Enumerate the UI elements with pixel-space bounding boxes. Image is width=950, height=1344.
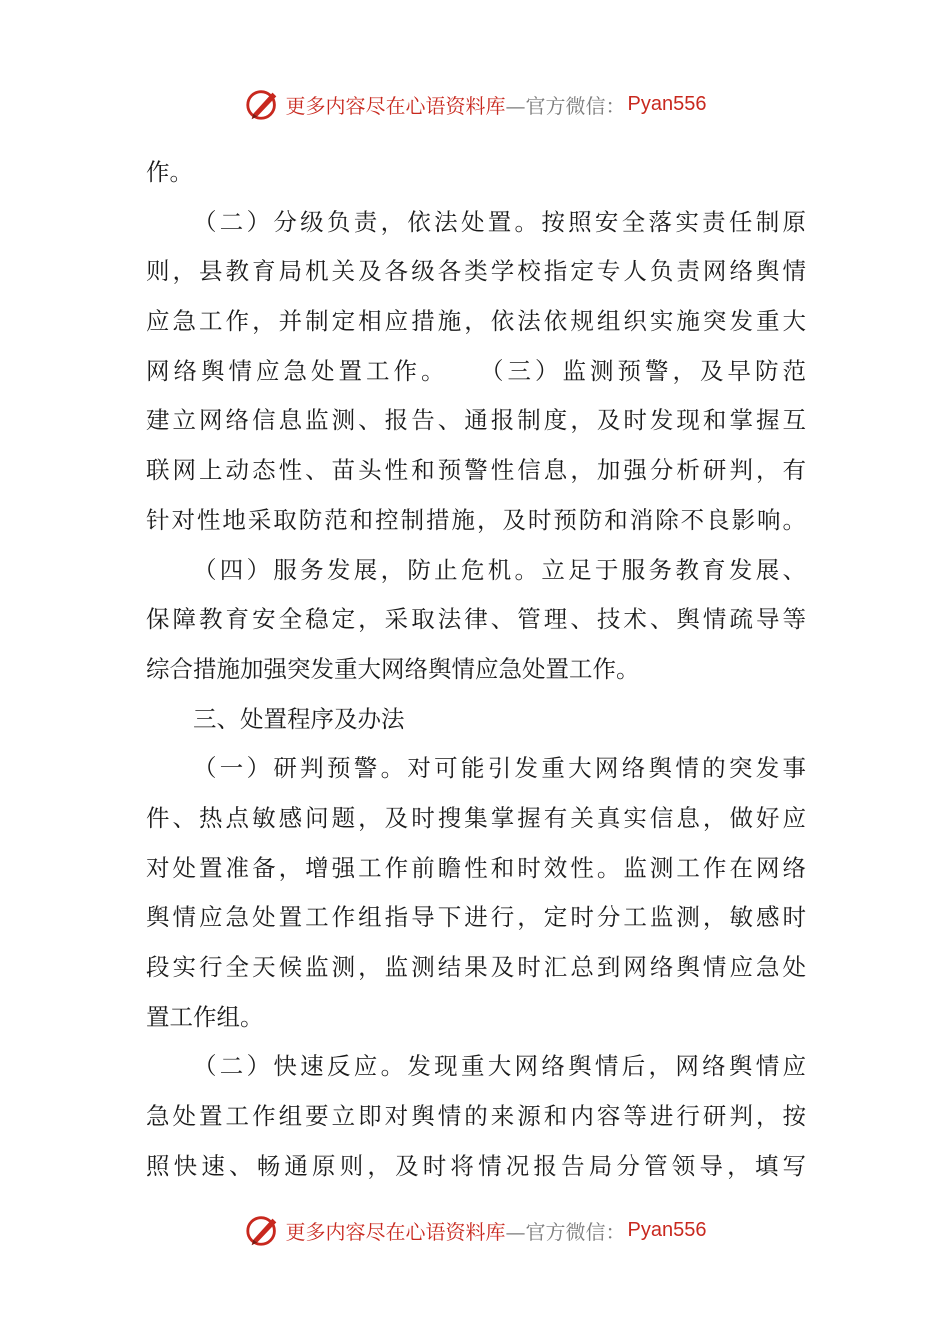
watermark-header [0, 84, 950, 124]
watermark-title: 更多内容尽在心语资料库 [285, 1219, 506, 1244]
text-line: 应急工作，并制定相应措施，依法依规组织实施突发重大 [146, 307, 806, 336]
text-line: 作。 [146, 158, 193, 186]
text-line: （一）研判预警。对可能引发重大网络舆情的突发事 [193, 754, 806, 783]
document-body [146, 148, 806, 1191]
text-line: 急处置工作组要立即对舆情的来源和内容等进行研判，按 [146, 1102, 806, 1131]
text-line: 综合措施加强突发重大网络舆情应急处置工作。 [146, 654, 640, 683]
text-line: 联网上动态性、苗头性和预警性信息，加强分析研判，有 [146, 456, 806, 485]
text-line: 三、处置程序及办法 [193, 704, 405, 733]
pen-logo-icon [244, 85, 282, 123]
watermark-wechat-id: Pyan556 [627, 92, 707, 115]
watermark-title: 更多内容尽在心语资料库 [285, 93, 506, 118]
watermark-wechat-id: Pyan556 [627, 1218, 707, 1241]
text-line: （二）分级负责，依法处置。按照安全落实责任制原 [193, 207, 806, 236]
text-line: 则，县教育局机关及各级各类学校指定专人负责网络舆情 [146, 257, 806, 286]
text-line: 对处置准备，增强工作前瞻性和时效性。监测工作在网络 [146, 853, 806, 882]
watermark-label: —官方微信： [505, 1219, 626, 1244]
watermark-footer [0, 1210, 950, 1250]
text-line: 舆情应急处置工作组指导下进行，定时分工监测，敏感时 [146, 903, 806, 932]
text-line: 照快速、畅通原则，及时将情况报告局分管领导，填写 [146, 1151, 806, 1180]
text-line: 段实行全天候监测，监测结果及时汇总到网络舆情应急处 [146, 953, 806, 981]
text-line: 置工作组。 [146, 1002, 264, 1031]
text-line: 针对性地采取防范和控制措施，及时预防和消除不良影响。 [146, 505, 806, 534]
text-line: 件、热点敏感问题，及时搜集掌握有关真实信息，做好应 [146, 803, 806, 832]
text-line: （二）快速反应。发现重大网络舆情后，网络舆情应 [193, 1052, 806, 1081]
pen-logo-icon [244, 1211, 282, 1249]
text-line: 网络舆情应急处置工作。 （三）监测预警，及早防范 [146, 356, 806, 385]
text-line: （四）服务发展，防止危机。立足于服务教育发展、 [193, 555, 806, 584]
text-line: 建立网络信息监测、报告、通报制度，及时发现和掌握互 [146, 406, 806, 435]
watermark-label: —官方微信： [505, 93, 626, 118]
text-line: 保障教育安全稳定，采取法律、管理、技术、舆情疏导等 [146, 605, 806, 634]
